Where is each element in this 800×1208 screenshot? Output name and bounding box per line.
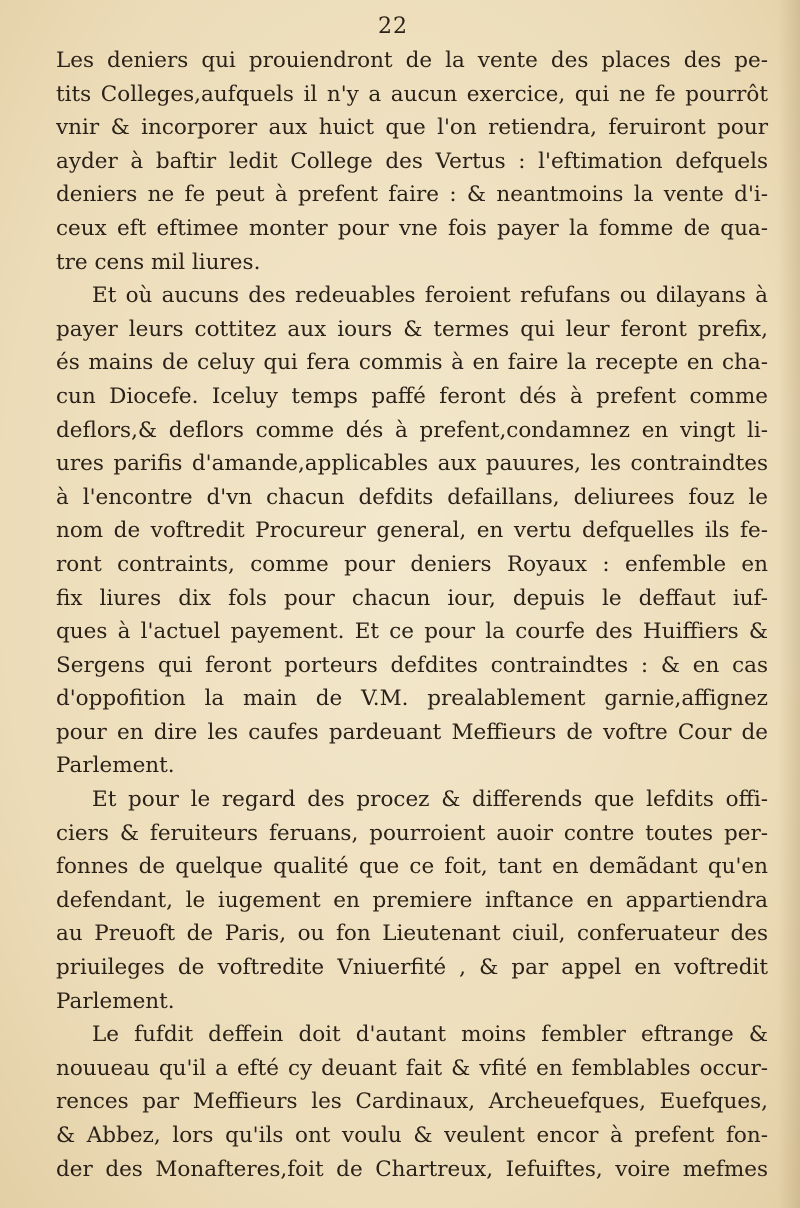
page-edge-shadow xyxy=(778,0,800,1208)
text-line: deniers ne fe peut à prefent faire : & neantmoins la vente d'i- xyxy=(56,182,768,208)
text-line: Parlement. xyxy=(56,753,175,779)
text-line: der des Monafteres,foit de Chartreux, Iefuiftes, voire mefmes xyxy=(56,1156,768,1182)
text-line: priuileges de voftredite Vniuerfité , & par appel en voftredit xyxy=(56,955,768,981)
text-line: ceux eft eftimee monter pour vne fois payer la fomme de qua- xyxy=(56,215,768,241)
text-line: ques à l'actuel payement. Et ce pour la courfe des Huiffiers & xyxy=(56,619,768,645)
text-line: Parlement. xyxy=(56,988,175,1014)
text-line: Et pour le regard des procez & differends que lefdits offi- xyxy=(92,787,768,813)
page-number: 22 xyxy=(378,14,408,39)
text-line: Les deniers qui prouiendront de la vente des places des pe- xyxy=(56,48,768,73)
text-line: ciers & feruiteurs feruans, pourroient auoir contre toutes per- xyxy=(56,820,768,846)
text-line: Sergens qui feront porteurs defdites contraindtes : & en cas xyxy=(56,652,768,678)
text-line: fix liures dix fols pour chacun iour, depuis le deffaut iuf- xyxy=(56,585,768,611)
text-line: defendant, le iugement en premiere inftance en appartiendra xyxy=(56,887,768,913)
text-line: deflors,& deflors comme dés à prefent,condamnez en vingt li- xyxy=(56,417,768,443)
text-line: és mains de celuy qui fera commis à en faire la recepte en cha- xyxy=(56,350,768,376)
body-text xyxy=(56,44,768,1186)
text-line: Le fufdit deffein doit d'autant moins fembler eftrange & xyxy=(92,1022,768,1048)
text-line: au Preuoft de Paris, ou fon Lieutenant ciuil, conferuateur des xyxy=(56,921,768,947)
text-line: cun Diocefe. Iceluy temps paffé feront dés à prefent comme xyxy=(56,383,768,409)
text-line: payer leurs cottitez aux iours & termes qui leur feront prefix, xyxy=(56,316,768,342)
text-line: à l'encontre d'vn chacun defdits defaillans, deliurees fouz le xyxy=(56,484,768,510)
text-line: Et où aucuns des redeuables feroient refufans ou dilayans à xyxy=(92,283,768,309)
text-line: rences par Meffieurs les Cardinaux, Archeuefques, Euefques, xyxy=(56,1089,768,1115)
text-line: & Abbez, lors qu'ils ont voulu & veulent encor à prefent fon- xyxy=(56,1123,768,1148)
text-line: fonnes de quelque qualité que ce foit, tant en demãdant qu'en xyxy=(56,854,768,880)
text-line: tre cens mil liures. xyxy=(56,249,261,275)
text-line: pour en dire les caufes pardeuant Meffieurs de voftre Cour de xyxy=(56,719,768,745)
text-line: tits Colleges,aufquels il n'y a aucun exercice, qui ne fe pourrôt xyxy=(56,81,768,107)
text-line: ures parifis d'amande,applicables aux pauures, les contraindtes xyxy=(56,451,768,477)
text-line: nouueau qu'il a efté cy deuant fait & vfité en femblables occur- xyxy=(56,1055,768,1081)
text-line: ayder à baftir ledit College des Vertus : l'eftimation defquels xyxy=(56,148,768,174)
text-line: d'oppofition la main de V.M. prealablement garnie,affignez xyxy=(56,686,768,712)
text-line: ront contraints, comme pour deniers Royaux : enfemble en xyxy=(56,551,768,577)
text-line: vnir & incorporer aux huict que l'on retiendra, feruiront pour xyxy=(56,115,768,141)
text-line: nom de voftredit Procureur general, en vertu defquelles ils fe- xyxy=(56,518,768,544)
